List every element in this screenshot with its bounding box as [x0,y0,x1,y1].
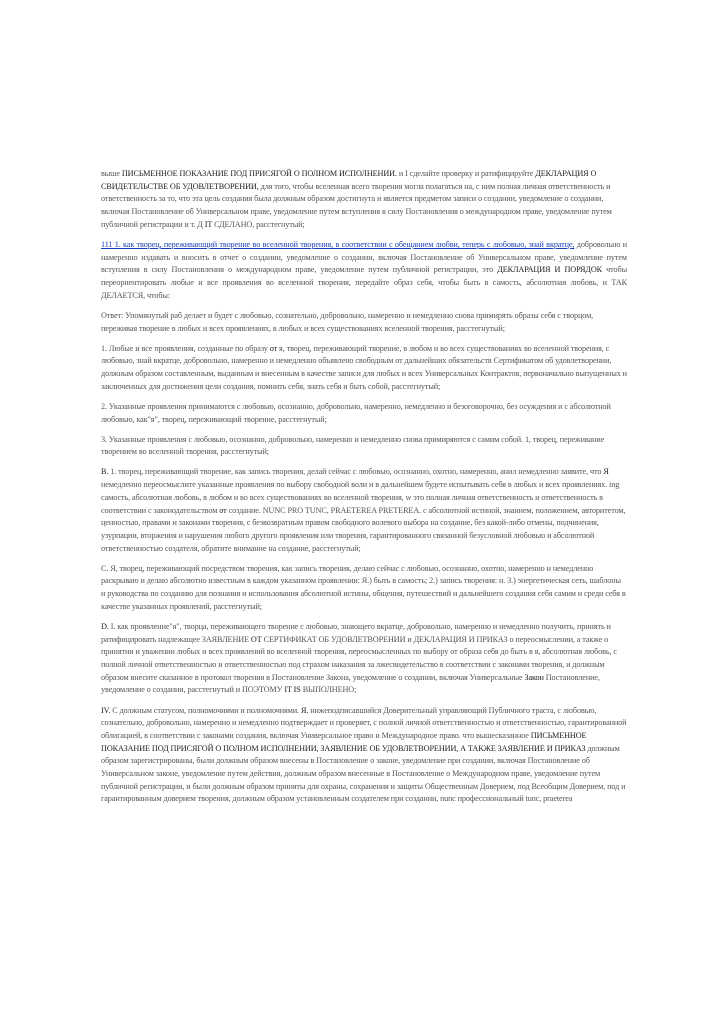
text-run: I. как проявление"я", творца, переживающего творение с любовью, знающего вкратце, добровольно, намеренно и немедленно получить, принять и ратифицировать надлежащее ЗАЯВЛЕНИЕ [101,621,611,644]
document-body [101,168,627,814]
paragraph-section-iv [101,705,627,807]
text-run: С. Я, творец, переживающий посредством творения, как запись творения, делаю сейчас с любовью, осознанно, охотно, намеренно и немедленно раскрываю и делаю абсолютно известным в каждом указанном проявлении: Я.) быть в самость; 2.) запись творения: н. 3.) энергетическая сеть, шаблоны и руководства по созданию для познания и использования абсолютной истины, общения, путешествий и дальнейшего создания себя самим и среди себя в качестве указанных проявлений, расстегнутый; [101,563,626,611]
paragraph-item-2 [101,401,627,426]
emphasized-text: IV. [101,705,111,715]
text-run: нижеподписавшийся Доверительный управляющий Публичного траста, с любовью, сознательно, добровольно, намеренно и немедленно подтверждает и проверяет, с полной личной ответственностью и ответственностью, гарантированной облигацией, в соответствии с законами создания, включая Универсальное право и Международное право. что вышесказанное [101,705,627,740]
text-run: должным образом зарегистрированы, были должным образом внесены в Постановление о законе, уведомление при создании, включая Постановление об Универсальном законе, уведомление путем действия, должным образом внесенные в Постановление о Международном праве, уведомление путем публичной регистрации, и были должным образом приняты для охраны, сохранения и защиты Общественным Доверием, под Всеобщим Доверием, под и гарантированным доверием творения, должным образом установленным создателем при создании, nunc профессиональный tunc, praeterea [101,743,626,804]
text-run: и I сделайте проверку и ратифицируйте [396,169,536,178]
emphasized-text: ОТ [250,634,262,644]
emphasized-text: от [269,343,278,353]
paragraph-iii-1-declaration [101,239,627,303]
paragraph-section-b [101,466,627,555]
emphasized-text: IT IS [284,685,301,695]
text-run: немедленно переосмыслите указанные проявления по выбору свободной воли и в дальнейшем будете испытывать себя в любых и всех проявлениях. ing самость, абсолютная любовь, в любом и во всех существованиях во вселенной творения, w это полная личная ответственность и ответственность в соответствии с законодательством [101,480,620,515]
paragraph-item-1 [101,343,627,394]
paragraph-section-c [101,563,627,614]
emphasized-text: D. [101,621,109,631]
text-run: я, творец, переживающий творение, в любом и во всех существованиях во вселенной творения, с любовью, знай вкратце, добровольно, намеренно и немедленно объявлено свободным от дальнейших обязательств Сертификатом об удовлетворении, должным образом составленным, выданным и внесенным в качестве записи для любых и всех Универсальных Контрактов, первоначально выпущенных и заключенных для достижения цели создания, помнить себя, знать себя и быть собой, расстегнутый; [101,343,627,391]
paragraph-item-3 [101,434,627,459]
text-run: создание. NUNC PRO TUNC, PRAETEREA PRETEREA. с абсолютной истиной, знанием, положением, авторитетом, ценностью, правами и законами творения, с безвозвратным правом свободного волевого выбора на создание, без какой-либо отмены, подчинения, узурпации, вторжения и нарушения любого другого проявления или творения, гарантированного связанной безусловной любовью и абсолютной ответственностью создателя, обратите внимание на создание, расстегнутый; [101,505,626,553]
text-run: 2. Указанные проявления принимаются с любовью, осознанно, добровольно, намеренно, немедленно и безоговорочно, без осуждения и с абсолютной любовью, как"я", творец, переживающий творение, расстегнутый; [101,401,611,424]
text-run: для того, чтобы вселенная всего творения могла полагаться на, с ним полная личная ответственность и ответственность за то, что эта цель создания была должным образом достигнута и является предметом записи о создании, уведомление о создании, включая Постановление об Универсальном праве, уведомление путем вступления в силу Постановления о международном праве, уведомление путем публичной регистрации и т. Д [101,181,612,229]
emphasized-text: Закон [524,672,544,682]
text-run: 3. Указанные проявления с любовью, осознанно, добровольно, намеренно и немедленно снова примиряются с самим собой. 1, творец, переживание творением во вселенной творения, расстегнутый; [101,434,605,457]
emphasized-text: от [219,505,227,515]
emphasized-text: ДЕКЛАРАЦИЯ О СВИДЕТЕЛЬСТВЕ ОБ УДОВЛЕТВОРЕНИИ, [101,169,597,191]
text-run: С должным статусом, полномочиями и полномочиями. [110,705,301,715]
text-run: Ответ: Упомянутый раб делает и будет с любовью, сознательно, добровольно, намеренно и немедленно снова примирять образы себя с творцом, переживая творение в любых и всех проявлениях, в любых и всех существованиях вселенной творения, расстегнутый; [101,310,594,333]
emphasized-text: Я [603,467,609,477]
emphasized-text: ПИСЬМЕННОЕ ПОКАЗАНИЕ ПОД ПРИСЯГОЙ О ПОЛНОМ ИСПОЛНЕНИИ, ЗАЯВЛЕНИЕ ОБ УДОВЛЕТВОРЕНИИ, А ТАКЖЕ ЗАЯВЛЕНИЕ И ПРИКАЗ [101,730,587,753]
text-run: выше [101,169,122,178]
text-run: Постановление, уведомление о создании, расстегнутый и ПОЭТОМУ [101,672,600,695]
paragraph-affidavit-intro [101,168,627,232]
text-link[interactable]: 111 1. как творец, переживающий творение во вселенной творения, в соответствии с обещанием любви, теперь с любовью, знай вкратце, [101,239,575,249]
text-run: СДЕЛАНО, расстегнутый; [212,219,305,229]
emphasized-text: ПИСЬМЕННОЕ ПОКАЗАНИЕ ПОД ПРИСЯГОЙ О ПОЛНОМ ИСПОЛНЕНИИ. [121,169,397,178]
text-run: СЕРТИФИКАТ ОБ УДОВЛЕТВОРЕНИИ и ДЕКЛАРАЦИЯ И ПРИКАЗ о переосмыслении, а также о принятии и уважении любых и всех проявлений во вселенной творения, переосмысленных по выбору от образа себя до быть в я, абсолютная любовь, с полной личной ответственностью и ответственностью под страхом наказания за лжесвидетельство в соответствии с законами творения, и должным образом внесите сказанное в протокол творения в Постановление Закона, уведомление о создании, включая Универсальные [101,634,617,682]
text-run: ВЫПОЛНЕНО; [300,685,357,695]
emphasized-text: В. [101,467,109,477]
emphasized-text: Я. [300,705,309,715]
text-run: 1. Любые и все проявления, созданные по образу [101,343,270,353]
text-run: чтобы переориентировать любые и все проявления во вселенной творения, передайте образ себя, чтобы быть в самость, абсолютная любовь, и ТАК ДЕЛАЕТСЯ, чтобы: [101,265,628,300]
emphasized-text: IT [204,219,213,229]
paragraph-section-d [101,621,627,697]
text-run: добровольно и намеренно издавать и вносить в отчет о создании, уведомление о создании, включая Постановление об Универсальном праве, уведомление путем вступления в силу Постановления о международном праве, уведомление путем публичной регистрации, это [101,239,627,275]
text-run: 1. творец, переживающий творение, как запись творения, делай сейчас с любовью, осознанно, охотно, намеренно, анил немедленно заявите, что [108,467,604,477]
paragraph-answer [101,310,627,335]
emphasized-text: ДЕКЛАРАЦИЯ И ПОРЯДОК [497,265,603,275]
